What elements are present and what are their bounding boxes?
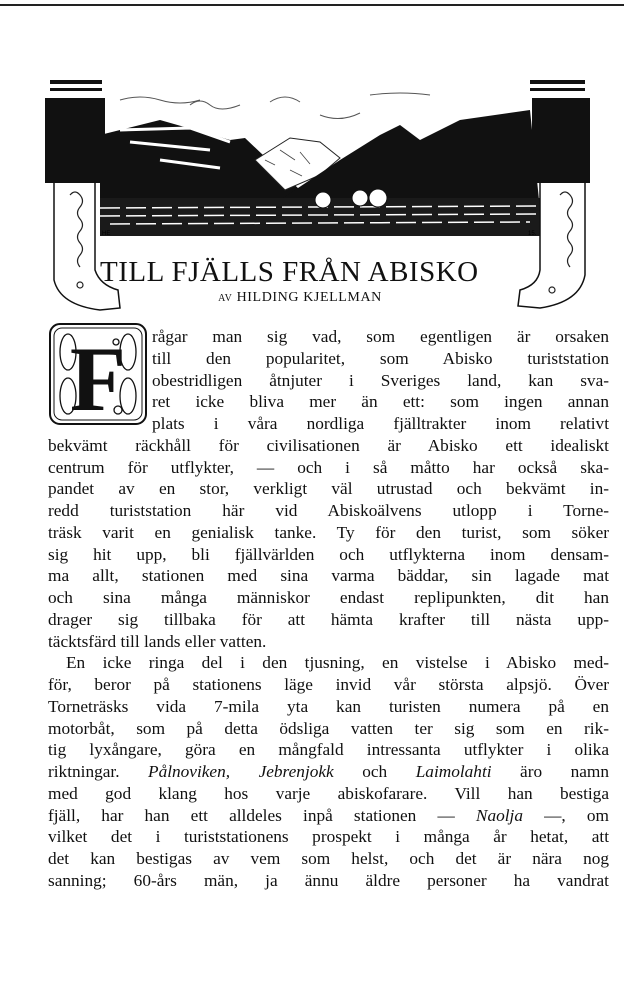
text-line: ret icke bliva mer än ett: som ingen annan (152, 392, 609, 412)
monogram-left: HE (102, 231, 111, 237)
italic-place-name: Pålnoviken, Jebrenjokk (148, 762, 334, 781)
monogram-right: 15. (528, 231, 537, 237)
text-line: och sina många människor endast replipunkten, dit han (48, 588, 609, 607)
text-segment: —, om (522, 805, 609, 825)
text-line: motorbåt, som på detta ödsliga vatten ter sig som en rik- (48, 718, 609, 738)
text-line: plats i våra nordliga fjälltrakter inom relativt (152, 414, 609, 433)
text-line: träsk varit en genialisk tanke. Ty för den turist, som söker (48, 522, 609, 542)
text-line: Torneträsks vida 7-mila yta kan turisten numera på en (48, 696, 609, 716)
text-line: täcktsfärd till lands eller vatten. (48, 631, 267, 651)
drop-cap-letter: F (69, 328, 127, 426)
text-line: för, beror på stationens läge invid vår största alpsjö. Över (48, 675, 609, 694)
text-segment: riktningar. (48, 762, 149, 781)
text-line: En icke ringa del i den tjusning, en vistelse i Abisko med- (66, 653, 609, 673)
text-line: redd turiststation här vid Abiskoälvens utlopp i Torne- (48, 501, 609, 520)
text-line: till den popularitet, som Abisko turiststation (152, 348, 609, 368)
text-line: vilket det i turiststationens prospekt i många år hetat, att (48, 827, 609, 847)
text-line: det kan bestigas av vem som helst, och det är nära nog (48, 849, 609, 868)
text-line: sanning; 60-års män, ja ännu äldre personer ha vandrat (48, 870, 609, 890)
text-line: rågar man sig vad, som egentligen är orsaken (152, 327, 609, 346)
text-segment: äro namn (491, 762, 610, 781)
author: HILDING KJELLMAN (236, 290, 382, 305)
text-line: centrum för utflykter, — och i så måtto har också ska- (48, 457, 609, 477)
italic-place-name: Laimolahti (415, 762, 492, 781)
text-line: drager sig tillbaka för att hämta krafter till nästa upp- (48, 609, 609, 629)
text-line (48, 805, 609, 827)
text-line: ma allt, stationen med sina varma bäddar, sin lagade mat (48, 566, 609, 586)
text-line: sig hit upp, bli fjällvärlden och utflykterna inom densam- (48, 544, 609, 564)
italic-place-name: Naolja (475, 805, 523, 825)
byline (150, 290, 450, 306)
text-segment: fjäll, har han ett alldeles inpå stationen — (48, 805, 476, 825)
text-line: med god klang hos varje abiskofarare. Vill han bestiga (48, 783, 609, 803)
text-line: pandet av en stor, verkligt väl utrustad och bekvämt in- (48, 479, 609, 499)
text-line: tig lyxångare, göra en mångfald intressanta utflykter i olika (48, 740, 609, 760)
article-body (48, 326, 609, 892)
text-line (48, 761, 609, 783)
text-line: bekvämt räckhåll för civilisationen är Abisko ett idealiskt (48, 435, 609, 455)
article-title: TILL FJÄLLS FRÅN ABISKO (100, 256, 479, 288)
byline-prefix: AV (218, 293, 233, 304)
text-line: obestridligen åtnjuter i Sveriges land, kan sva- (152, 370, 609, 390)
text-segment: och (333, 762, 416, 781)
page-top-rule (0, 4, 624, 6)
